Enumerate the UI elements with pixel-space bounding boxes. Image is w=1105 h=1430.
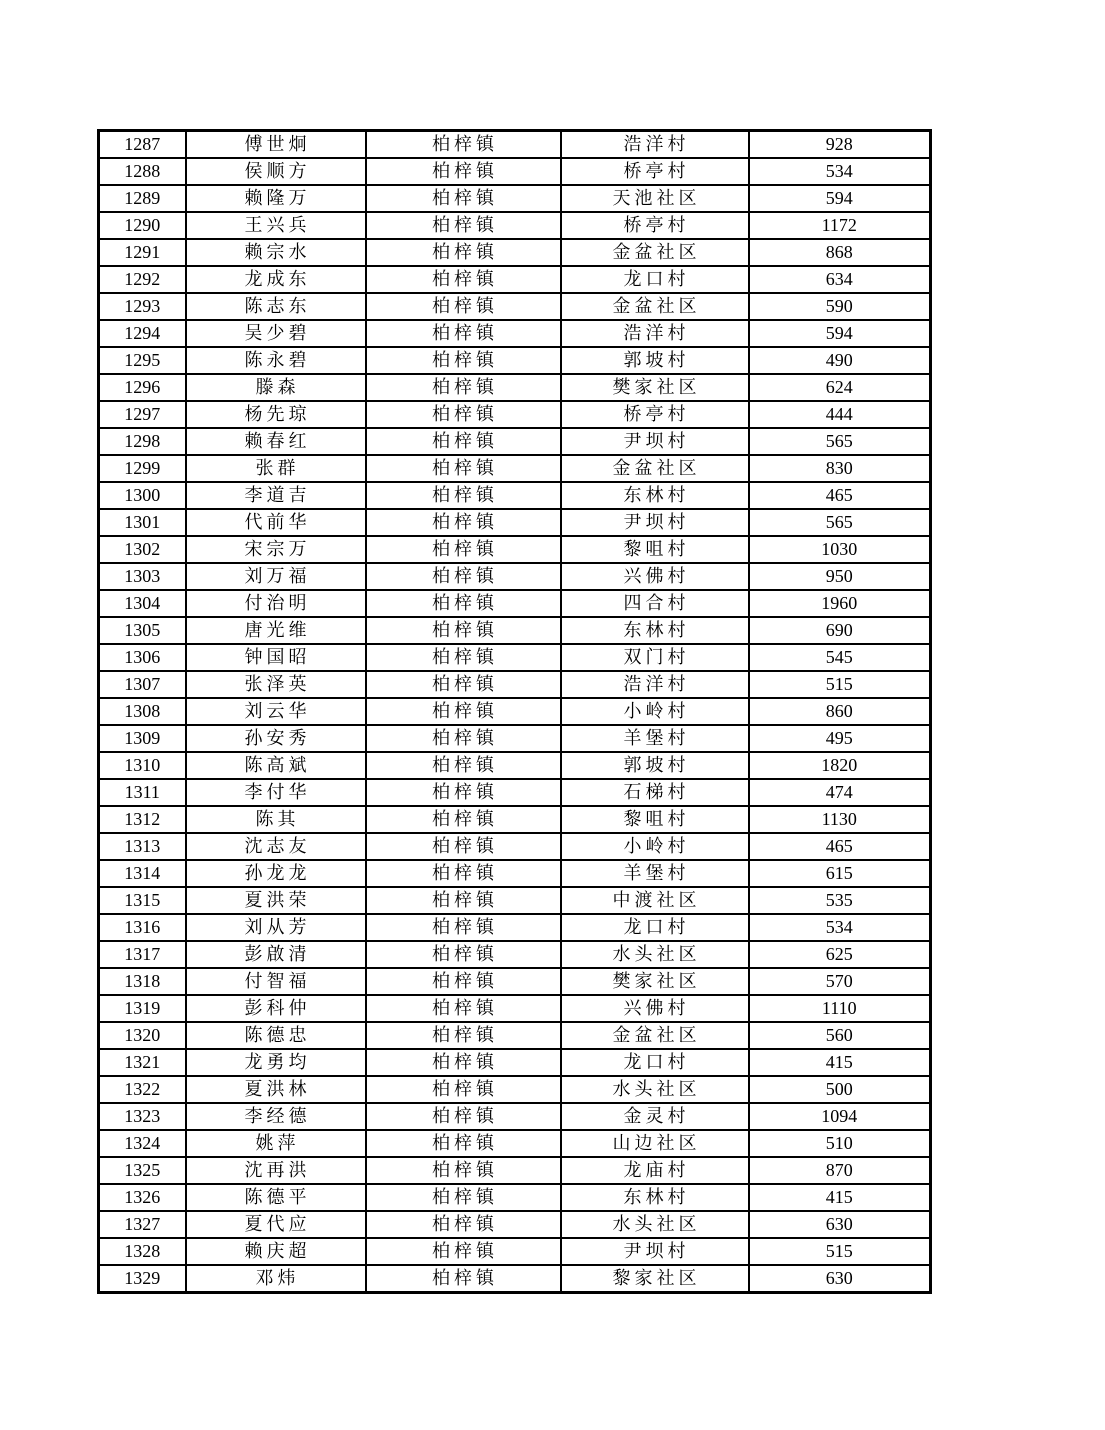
cell-village: 樊家社区 bbox=[561, 968, 749, 995]
cell-name: 刘从芳 bbox=[186, 914, 366, 941]
table-row bbox=[99, 590, 931, 617]
cell-town: 柏梓镇 bbox=[366, 1265, 561, 1293]
table-row bbox=[99, 185, 931, 212]
cell-name: 邓炜 bbox=[186, 1265, 366, 1293]
cell-amount: 415 bbox=[749, 1049, 931, 1076]
cell-amount: 1960 bbox=[749, 590, 931, 617]
cell-name: 陈德平 bbox=[186, 1184, 366, 1211]
cell-index: 1292 bbox=[99, 266, 186, 293]
cell-town: 柏梓镇 bbox=[366, 131, 561, 159]
cell-amount: 1130 bbox=[749, 806, 931, 833]
cell-amount: 830 bbox=[749, 455, 931, 482]
cell-amount: 565 bbox=[749, 428, 931, 455]
cell-town: 柏梓镇 bbox=[366, 1049, 561, 1076]
cell-town: 柏梓镇 bbox=[366, 1103, 561, 1130]
cell-town: 柏梓镇 bbox=[366, 1184, 561, 1211]
cell-town: 柏梓镇 bbox=[366, 239, 561, 266]
cell-index: 1321 bbox=[99, 1049, 186, 1076]
cell-village: 黎咀村 bbox=[561, 806, 749, 833]
cell-village: 郭坡村 bbox=[561, 347, 749, 374]
cell-village: 水头社区 bbox=[561, 1211, 749, 1238]
cell-name: 付治明 bbox=[186, 590, 366, 617]
table-row bbox=[99, 752, 931, 779]
cell-village: 樊家社区 bbox=[561, 374, 749, 401]
cell-amount: 594 bbox=[749, 185, 931, 212]
cell-index: 1298 bbox=[99, 428, 186, 455]
cell-name: 李付华 bbox=[186, 779, 366, 806]
roster-body bbox=[99, 131, 931, 1293]
cell-name: 陈德忠 bbox=[186, 1022, 366, 1049]
cell-town: 柏梓镇 bbox=[366, 617, 561, 644]
cell-name: 唐光维 bbox=[186, 617, 366, 644]
cell-name: 沈志友 bbox=[186, 833, 366, 860]
table-row bbox=[99, 212, 931, 239]
cell-name: 侯顺方 bbox=[186, 158, 366, 185]
table-row bbox=[99, 239, 931, 266]
cell-index: 1304 bbox=[99, 590, 186, 617]
cell-village: 尹坝村 bbox=[561, 428, 749, 455]
cell-town: 柏梓镇 bbox=[366, 347, 561, 374]
table-row bbox=[99, 266, 931, 293]
cell-town: 柏梓镇 bbox=[366, 158, 561, 185]
cell-town: 柏梓镇 bbox=[366, 185, 561, 212]
cell-index: 1327 bbox=[99, 1211, 186, 1238]
cell-town: 柏梓镇 bbox=[366, 995, 561, 1022]
cell-amount: 1110 bbox=[749, 995, 931, 1022]
cell-amount: 500 bbox=[749, 1076, 931, 1103]
cell-village: 双门村 bbox=[561, 644, 749, 671]
cell-village: 小岭村 bbox=[561, 698, 749, 725]
cell-village: 尹坝村 bbox=[561, 1238, 749, 1265]
cell-index: 1324 bbox=[99, 1130, 186, 1157]
cell-name: 夏洪林 bbox=[186, 1076, 366, 1103]
cell-town: 柏梓镇 bbox=[366, 671, 561, 698]
cell-town: 柏梓镇 bbox=[366, 698, 561, 725]
table-row bbox=[99, 131, 931, 159]
cell-village: 金盆社区 bbox=[561, 239, 749, 266]
cell-town: 柏梓镇 bbox=[366, 536, 561, 563]
cell-town: 柏梓镇 bbox=[366, 860, 561, 887]
table-row bbox=[99, 1238, 931, 1265]
cell-amount: 1094 bbox=[749, 1103, 931, 1130]
table-row bbox=[99, 968, 931, 995]
cell-village: 龙口村 bbox=[561, 1049, 749, 1076]
cell-village: 水头社区 bbox=[561, 1076, 749, 1103]
cell-name: 杨先琼 bbox=[186, 401, 366, 428]
table-row bbox=[99, 1076, 931, 1103]
cell-village: 山边社区 bbox=[561, 1130, 749, 1157]
cell-amount: 415 bbox=[749, 1184, 931, 1211]
cell-village: 尹坝村 bbox=[561, 509, 749, 536]
cell-village: 兴佛村 bbox=[561, 563, 749, 590]
cell-index: 1325 bbox=[99, 1157, 186, 1184]
cell-name: 孙龙龙 bbox=[186, 860, 366, 887]
table-row bbox=[99, 671, 931, 698]
table-row bbox=[99, 914, 931, 941]
cell-name: 孙安秀 bbox=[186, 725, 366, 752]
cell-village: 浩洋村 bbox=[561, 320, 749, 347]
cell-name: 赖宗水 bbox=[186, 239, 366, 266]
cell-index: 1301 bbox=[99, 509, 186, 536]
cell-name: 李经德 bbox=[186, 1103, 366, 1130]
cell-village: 兴佛村 bbox=[561, 995, 749, 1022]
cell-town: 柏梓镇 bbox=[366, 1157, 561, 1184]
table-row bbox=[99, 617, 931, 644]
cell-index: 1315 bbox=[99, 887, 186, 914]
cell-village: 郭坡村 bbox=[561, 752, 749, 779]
cell-amount: 510 bbox=[749, 1130, 931, 1157]
table-row bbox=[99, 455, 931, 482]
cell-amount: 495 bbox=[749, 725, 931, 752]
table-row bbox=[99, 995, 931, 1022]
cell-index: 1291 bbox=[99, 239, 186, 266]
cell-index: 1314 bbox=[99, 860, 186, 887]
cell-village: 龙庙村 bbox=[561, 1157, 749, 1184]
table-row bbox=[99, 374, 931, 401]
cell-amount: 624 bbox=[749, 374, 931, 401]
cell-amount: 570 bbox=[749, 968, 931, 995]
cell-index: 1318 bbox=[99, 968, 186, 995]
cell-village: 金灵村 bbox=[561, 1103, 749, 1130]
cell-index: 1310 bbox=[99, 752, 186, 779]
table-row bbox=[99, 887, 931, 914]
cell-index: 1323 bbox=[99, 1103, 186, 1130]
table-row bbox=[99, 644, 931, 671]
cell-index: 1300 bbox=[99, 482, 186, 509]
table-row bbox=[99, 806, 931, 833]
table-row bbox=[99, 482, 931, 509]
cell-name: 王兴兵 bbox=[186, 212, 366, 239]
cell-name: 夏洪荣 bbox=[186, 887, 366, 914]
cell-amount: 474 bbox=[749, 779, 931, 806]
cell-village: 浩洋村 bbox=[561, 671, 749, 698]
cell-amount: 950 bbox=[749, 563, 931, 590]
cell-name: 傅世炯 bbox=[186, 131, 366, 159]
cell-town: 柏梓镇 bbox=[366, 968, 561, 995]
table-row bbox=[99, 833, 931, 860]
cell-amount: 545 bbox=[749, 644, 931, 671]
cell-name: 陈永碧 bbox=[186, 347, 366, 374]
cell-name: 赖春红 bbox=[186, 428, 366, 455]
cell-index: 1295 bbox=[99, 347, 186, 374]
cell-town: 柏梓镇 bbox=[366, 563, 561, 590]
cell-index: 1309 bbox=[99, 725, 186, 752]
cell-town: 柏梓镇 bbox=[366, 428, 561, 455]
cell-name: 付智福 bbox=[186, 968, 366, 995]
cell-name: 钟国昭 bbox=[186, 644, 366, 671]
cell-amount: 928 bbox=[749, 131, 931, 159]
table-row bbox=[99, 1103, 931, 1130]
cell-village: 金盆社区 bbox=[561, 293, 749, 320]
cell-village: 小岭村 bbox=[561, 833, 749, 860]
cell-town: 柏梓镇 bbox=[366, 1211, 561, 1238]
cell-name: 赖庆超 bbox=[186, 1238, 366, 1265]
cell-amount: 868 bbox=[749, 239, 931, 266]
cell-town: 柏梓镇 bbox=[366, 482, 561, 509]
cell-town: 柏梓镇 bbox=[366, 590, 561, 617]
cell-town: 柏梓镇 bbox=[366, 725, 561, 752]
cell-name: 陈高斌 bbox=[186, 752, 366, 779]
cell-village: 黎咀村 bbox=[561, 536, 749, 563]
cell-town: 柏梓镇 bbox=[366, 887, 561, 914]
cell-amount: 625 bbox=[749, 941, 931, 968]
cell-index: 1311 bbox=[99, 779, 186, 806]
cell-town: 柏梓镇 bbox=[366, 1238, 561, 1265]
cell-name: 彭啟清 bbox=[186, 941, 366, 968]
cell-name: 李道吉 bbox=[186, 482, 366, 509]
cell-name: 沈再洪 bbox=[186, 1157, 366, 1184]
cell-village: 东林村 bbox=[561, 1184, 749, 1211]
cell-town: 柏梓镇 bbox=[366, 1130, 561, 1157]
table-row bbox=[99, 428, 931, 455]
cell-town: 柏梓镇 bbox=[366, 833, 561, 860]
cell-amount: 515 bbox=[749, 1238, 931, 1265]
table-row bbox=[99, 293, 931, 320]
cell-town: 柏梓镇 bbox=[366, 266, 561, 293]
cell-index: 1312 bbox=[99, 806, 186, 833]
cell-index: 1290 bbox=[99, 212, 186, 239]
table-row bbox=[99, 1211, 931, 1238]
cell-amount: 490 bbox=[749, 347, 931, 374]
cell-town: 柏梓镇 bbox=[366, 914, 561, 941]
cell-town: 柏梓镇 bbox=[366, 293, 561, 320]
cell-index: 1322 bbox=[99, 1076, 186, 1103]
cell-town: 柏梓镇 bbox=[366, 212, 561, 239]
table-row bbox=[99, 1157, 931, 1184]
cell-name: 滕森 bbox=[186, 374, 366, 401]
cell-amount: 690 bbox=[749, 617, 931, 644]
cell-name: 宋宗万 bbox=[186, 536, 366, 563]
cell-amount: 465 bbox=[749, 482, 931, 509]
table-row bbox=[99, 536, 931, 563]
cell-village: 浩洋村 bbox=[561, 131, 749, 159]
cell-village: 桥亭村 bbox=[561, 212, 749, 239]
cell-name: 刘云华 bbox=[186, 698, 366, 725]
cell-village: 水头社区 bbox=[561, 941, 749, 968]
cell-village: 金盆社区 bbox=[561, 455, 749, 482]
cell-amount: 594 bbox=[749, 320, 931, 347]
cell-village: 黎家社区 bbox=[561, 1265, 749, 1293]
cell-index: 1289 bbox=[99, 185, 186, 212]
cell-index: 1316 bbox=[99, 914, 186, 941]
cell-index: 1317 bbox=[99, 941, 186, 968]
cell-index: 1308 bbox=[99, 698, 186, 725]
cell-village: 四合村 bbox=[561, 590, 749, 617]
cell-town: 柏梓镇 bbox=[366, 941, 561, 968]
cell-amount: 590 bbox=[749, 293, 931, 320]
cell-index: 1287 bbox=[99, 131, 186, 159]
cell-amount: 444 bbox=[749, 401, 931, 428]
table-row bbox=[99, 1049, 931, 1076]
cell-village: 中渡社区 bbox=[561, 887, 749, 914]
cell-name: 张群 bbox=[186, 455, 366, 482]
cell-index: 1320 bbox=[99, 1022, 186, 1049]
cell-town: 柏梓镇 bbox=[366, 1076, 561, 1103]
cell-name: 夏代应 bbox=[186, 1211, 366, 1238]
table-row bbox=[99, 860, 931, 887]
cell-name: 刘万福 bbox=[186, 563, 366, 590]
cell-name: 彭科仲 bbox=[186, 995, 366, 1022]
cell-index: 1294 bbox=[99, 320, 186, 347]
cell-town: 柏梓镇 bbox=[366, 644, 561, 671]
table-row bbox=[99, 401, 931, 428]
cell-index: 1306 bbox=[99, 644, 186, 671]
cell-index: 1299 bbox=[99, 455, 186, 482]
cell-town: 柏梓镇 bbox=[366, 374, 561, 401]
cell-village: 石梯村 bbox=[561, 779, 749, 806]
cell-name: 吴少碧 bbox=[186, 320, 366, 347]
cell-index: 1328 bbox=[99, 1238, 186, 1265]
cell-village: 东林村 bbox=[561, 617, 749, 644]
cell-amount: 870 bbox=[749, 1157, 931, 1184]
cell-index: 1302 bbox=[99, 536, 186, 563]
cell-index: 1313 bbox=[99, 833, 186, 860]
table-row bbox=[99, 563, 931, 590]
cell-town: 柏梓镇 bbox=[366, 779, 561, 806]
cell-village: 天池社区 bbox=[561, 185, 749, 212]
cell-index: 1296 bbox=[99, 374, 186, 401]
table-row bbox=[99, 320, 931, 347]
cell-index: 1293 bbox=[99, 293, 186, 320]
cell-town: 柏梓镇 bbox=[366, 806, 561, 833]
cell-town: 柏梓镇 bbox=[366, 320, 561, 347]
cell-amount: 634 bbox=[749, 266, 931, 293]
cell-amount: 1172 bbox=[749, 212, 931, 239]
cell-index: 1305 bbox=[99, 617, 186, 644]
cell-amount: 535 bbox=[749, 887, 931, 914]
table-row bbox=[99, 509, 931, 536]
cell-village: 东林村 bbox=[561, 482, 749, 509]
cell-index: 1297 bbox=[99, 401, 186, 428]
cell-index: 1326 bbox=[99, 1184, 186, 1211]
cell-index: 1303 bbox=[99, 563, 186, 590]
cell-amount: 534 bbox=[749, 158, 931, 185]
cell-index: 1329 bbox=[99, 1265, 186, 1293]
cell-amount: 560 bbox=[749, 1022, 931, 1049]
table-row bbox=[99, 779, 931, 806]
cell-town: 柏梓镇 bbox=[366, 455, 561, 482]
cell-amount: 630 bbox=[749, 1265, 931, 1293]
cell-village: 羊堡村 bbox=[561, 725, 749, 752]
table-row bbox=[99, 1265, 931, 1293]
cell-amount: 465 bbox=[749, 833, 931, 860]
roster-table bbox=[97, 129, 932, 1294]
cell-name: 张泽英 bbox=[186, 671, 366, 698]
table-row bbox=[99, 725, 931, 752]
cell-name: 代前华 bbox=[186, 509, 366, 536]
table-row bbox=[99, 1184, 931, 1211]
cell-name: 陈其 bbox=[186, 806, 366, 833]
cell-village: 桥亭村 bbox=[561, 401, 749, 428]
table-row bbox=[99, 941, 931, 968]
cell-town: 柏梓镇 bbox=[366, 401, 561, 428]
cell-village: 羊堡村 bbox=[561, 860, 749, 887]
table-row bbox=[99, 158, 931, 185]
cell-amount: 615 bbox=[749, 860, 931, 887]
table-row bbox=[99, 1130, 931, 1157]
cell-name: 赖隆万 bbox=[186, 185, 366, 212]
table-row bbox=[99, 1022, 931, 1049]
cell-amount: 565 bbox=[749, 509, 931, 536]
cell-amount: 1820 bbox=[749, 752, 931, 779]
cell-town: 柏梓镇 bbox=[366, 1022, 561, 1049]
cell-name: 陈志东 bbox=[186, 293, 366, 320]
table-row bbox=[99, 347, 931, 374]
cell-name: 姚萍 bbox=[186, 1130, 366, 1157]
cell-amount: 1030 bbox=[749, 536, 931, 563]
cell-name: 龙勇均 bbox=[186, 1049, 366, 1076]
cell-index: 1288 bbox=[99, 158, 186, 185]
cell-amount: 534 bbox=[749, 914, 931, 941]
cell-village: 龙口村 bbox=[561, 914, 749, 941]
cell-index: 1319 bbox=[99, 995, 186, 1022]
cell-village: 龙口村 bbox=[561, 266, 749, 293]
cell-amount: 630 bbox=[749, 1211, 931, 1238]
cell-town: 柏梓镇 bbox=[366, 752, 561, 779]
table-row bbox=[99, 698, 931, 725]
cell-amount: 860 bbox=[749, 698, 931, 725]
cell-index: 1307 bbox=[99, 671, 186, 698]
cell-amount: 515 bbox=[749, 671, 931, 698]
cell-village: 金盆社区 bbox=[561, 1022, 749, 1049]
cell-town: 柏梓镇 bbox=[366, 509, 561, 536]
cell-village: 桥亭村 bbox=[561, 158, 749, 185]
cell-name: 龙成东 bbox=[186, 266, 366, 293]
